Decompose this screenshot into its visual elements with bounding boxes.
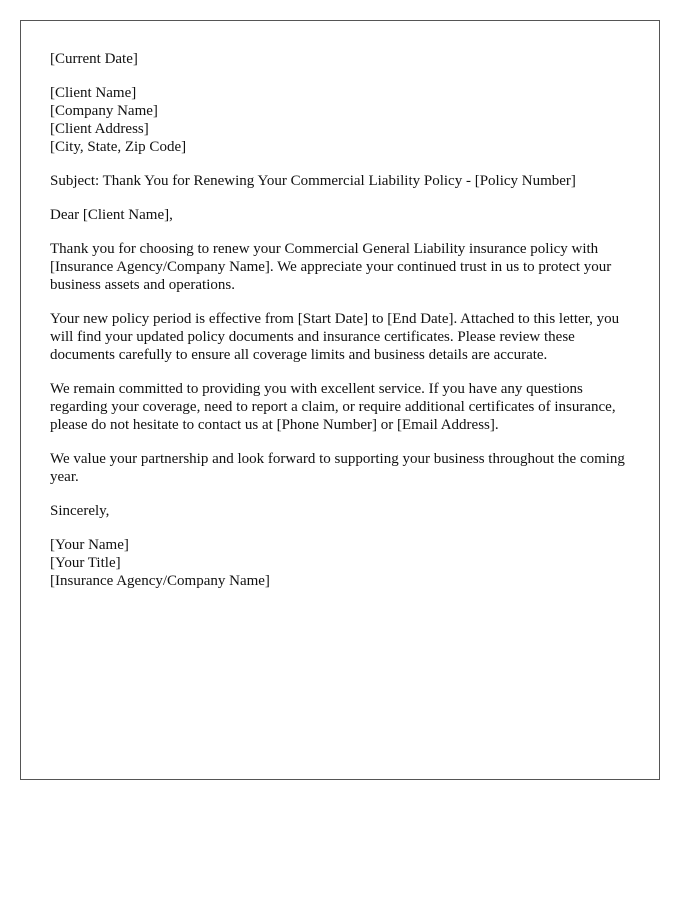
letter-date-block xyxy=(50,50,635,68)
letter-body xyxy=(50,50,635,606)
paragraph-renewal-thanks: Thank you for choosing to renew your Commercial General Liability insurance policy with [Insurance Agency/Company Name]. We appreciate your continued trust in us to protect your business assets and operations. xyxy=(50,241,612,293)
signature-name: [Your Name] xyxy=(50,537,129,553)
recipient-client-address: [Client Address] xyxy=(50,121,149,137)
signature-block xyxy=(50,536,635,590)
letter-page xyxy=(20,20,660,780)
letter-subject: Subject: Thank You for Renewing Your Commercial Liability Policy - [Policy Number] xyxy=(50,173,576,189)
letter-date: [Current Date] xyxy=(50,51,138,67)
signature-agency: [Insurance Agency/Company Name] xyxy=(50,573,270,589)
paragraph-policy-period: Your new policy period is effective from [Start Date] to [End Date]. Attached to this letter, you will find your updated policy documents and insurance certificates. Please review these documents carefully to ensure all coverage limits and business details are accurate. xyxy=(50,311,620,363)
signature-title: [Your Title] xyxy=(50,555,121,571)
recipient-address xyxy=(50,84,635,156)
recipient-company-name: [Company Name] xyxy=(50,103,158,119)
paragraph-contact: We remain committed to providing you with excellent service. If you have any questions regarding your coverage, need to report a claim, or require additional certificates of insurance, please do not hesitate to contact us at [Phone Number] or [Email Address]. xyxy=(50,381,616,433)
recipient-city-state-zip: [City, State, Zip Code] xyxy=(50,139,187,155)
subject-block xyxy=(50,172,635,190)
letter-salutation: Dear [Client Name], xyxy=(50,207,173,223)
letter-closing: Sincerely, xyxy=(50,503,110,519)
salutation-block xyxy=(50,206,635,224)
closing-block xyxy=(50,502,635,520)
recipient-client-name: [Client Name] xyxy=(50,85,137,101)
paragraph-partnership: We value your partnership and look forward to supporting your business throughout the coming year. xyxy=(50,451,625,485)
